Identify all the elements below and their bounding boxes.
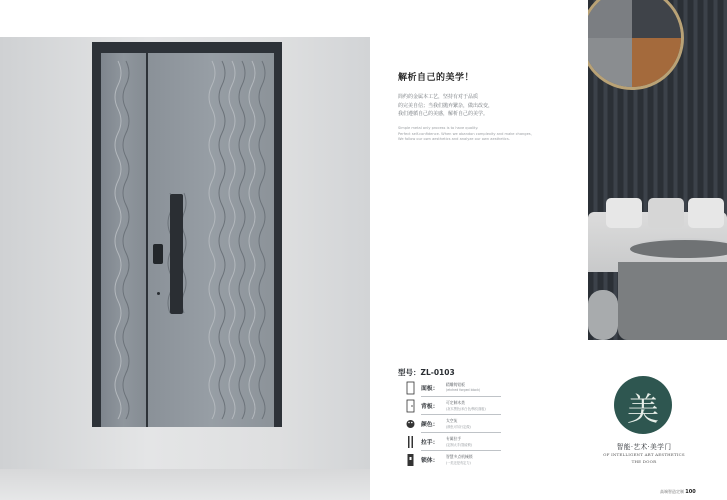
spec-note: (颜色可另行定做) bbox=[446, 425, 471, 429]
body-text-en bbox=[398, 126, 558, 143]
handle-icon bbox=[406, 435, 415, 449]
spec-label: 背板： bbox=[421, 404, 439, 410]
spec-value: 可定制木类 bbox=[446, 400, 465, 405]
divider bbox=[421, 396, 501, 397]
spec-note: (定制太手/智能锁) bbox=[446, 443, 472, 447]
divider bbox=[421, 432, 501, 433]
body-line: 我们遵循自己的美感，解析自己的美学。 bbox=[398, 111, 489, 117]
spec-row-panel bbox=[406, 380, 496, 398]
cushion bbox=[688, 198, 724, 228]
page-footer bbox=[660, 489, 696, 495]
coffee-table-base bbox=[618, 262, 727, 340]
door-handle bbox=[170, 194, 183, 314]
brand-logo bbox=[614, 376, 672, 434]
footer-text: 高端智造定制 bbox=[660, 489, 684, 494]
cushion bbox=[606, 198, 642, 228]
smart-lock bbox=[153, 244, 163, 264]
divider bbox=[421, 414, 501, 415]
spec-value: 太空灰 bbox=[446, 418, 458, 423]
spec-label: 颜色： bbox=[421, 422, 439, 428]
spec-value: 智慧多点机械锁 bbox=[446, 454, 473, 459]
spec-row-back bbox=[406, 398, 496, 416]
spec-value: 精雕铸铝板 bbox=[446, 382, 465, 387]
panel-icon bbox=[406, 381, 415, 395]
keyhole bbox=[157, 292, 160, 295]
spec-row-color bbox=[406, 416, 496, 434]
stool bbox=[588, 290, 618, 340]
round-mirror bbox=[588, 0, 684, 90]
spec-value: 专属拉手 bbox=[446, 436, 462, 441]
body-line-en: Perfect self-confidence. When we abandon complexity and make changes, bbox=[398, 131, 532, 136]
logo-tagline-en-2: THE DOOR bbox=[631, 459, 657, 464]
spec-label: 锁体： bbox=[421, 458, 439, 464]
body-line: 的完美自信；当我们抛弃繁杂，做出改变， bbox=[398, 102, 494, 109]
logo-tagline-en: OF INTELLIGENT ART AESTHETICS bbox=[603, 452, 685, 457]
spec-label: 面板： bbox=[421, 386, 439, 392]
interior-photo bbox=[588, 0, 727, 340]
model-number: 型号：ZL-0103 bbox=[398, 368, 455, 377]
spec-note: (一类还是有定力) bbox=[446, 461, 471, 465]
spec-row-lock bbox=[406, 452, 496, 470]
page-number: 100 bbox=[685, 489, 696, 495]
divider bbox=[421, 450, 501, 451]
lock-icon bbox=[406, 453, 415, 467]
back-panel-icon bbox=[406, 399, 415, 413]
logo-tagline-cn: 智能·艺术·美学门 bbox=[616, 443, 672, 451]
body-line-en: Simple metal only process is to have quality. bbox=[398, 126, 479, 130]
body-text-cn bbox=[398, 93, 548, 119]
spec-row-handle bbox=[406, 434, 496, 452]
floor bbox=[0, 469, 370, 500]
body-line-en: We follow our own aesthetics and analyze our own aesthetics. bbox=[398, 137, 510, 141]
spec-note: (灰木黑色/米白色/铸纹面板) bbox=[446, 407, 486, 411]
cushion bbox=[648, 198, 684, 228]
spec-note: (etched forged block) bbox=[446, 388, 481, 392]
body-line: 简约的金属本工艺，坚持有对于品质 bbox=[398, 94, 479, 100]
spec-label: 拉手： bbox=[421, 440, 439, 446]
page-title: 解析自己的美学！ bbox=[398, 73, 475, 83]
wave-groove-left bbox=[112, 53, 136, 427]
palette-icon bbox=[406, 417, 415, 431]
logo-glyph: 美 bbox=[626, 390, 659, 428]
wave-groove-right bbox=[206, 53, 268, 427]
